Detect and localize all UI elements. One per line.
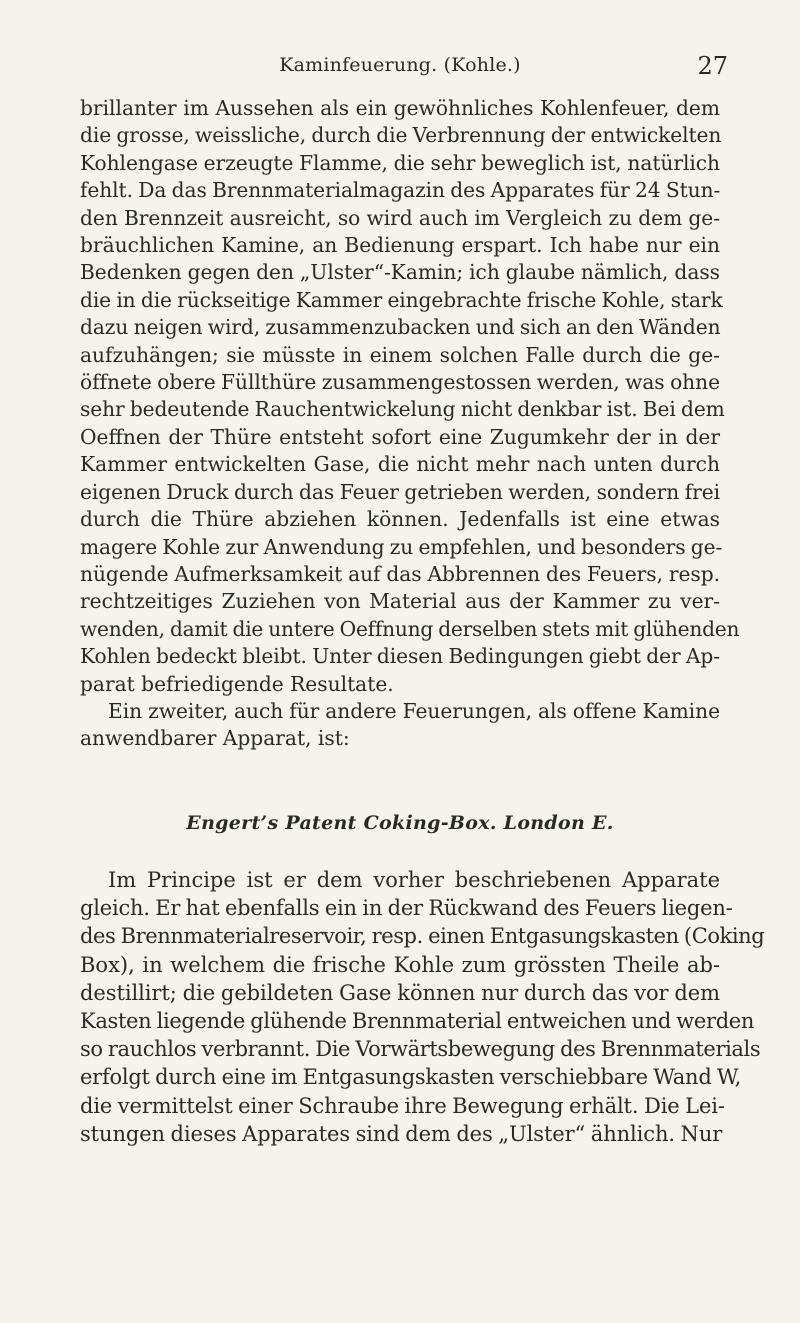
text-line: nügende Aufmerksamkeit auf das Abbrennen des Feuers, resp. [80,561,720,586]
text-line: sehr bedeutende Rauchentwickelung nicht denkbar ist. Bei dem [80,397,725,422]
text-line: die in die rückseitige Kammer eingebrachte frische Kohle, stark [80,287,723,312]
text-line: den Brennzeit ausreicht, so wird auch im Vergleich zu dem ge- [80,205,720,230]
section-heading: Engert’s Patent Coking-Box. London E. [186,812,614,834]
text-line: anwendbarer Apparat, ist: [80,726,350,751]
text-line: fehlt. Da das Brennmaterialmagazin des Apparates für 24 Stun- [80,178,721,203]
text-line: Im Principe ist er dem vorher beschriebenen Apparate [108,868,720,892]
paragraph-coking-box [80,866,765,1148]
text-line: aufzuhängen; sie müsste in einem solchen Falle durch die ge- [80,342,720,367]
text-line: magere Kohle zur Anwendung zu empfehlen, und besonders ge- [80,534,723,559]
text-line: die vermittelst einer Schraube ihre Bewegung erhält. Die Lei- [80,1093,725,1118]
text-line: Kohlen bedeckt bleibt. Unter diesen Bedingungen giebt der Ap- [80,644,720,669]
text-line: stungen dieses Apparates sind dem des „Ulster“ ähnlich. Nur [80,1121,723,1146]
page-number: 27 [697,52,728,80]
text-line: die grosse, weissliche, durch die Verbrennung der entwickelten [80,123,722,148]
text-line: Ein zweiter, auch für andere Feuerungen, als offene Kamine [108,698,720,723]
text-line: eigenen Druck durch das Feuer getrieben werden, sondern frei [80,479,720,504]
text-line: Box), in welchem die frische Kohle zum grössten Theile ab- [80,952,720,977]
text-line: rechtzeitiges Zuziehen von Material aus der Kammer zu ver- [80,589,720,614]
text-line: dazu neigen wird, zusammenzubacken und sich an den Wänden [80,315,721,340]
text-line: so rauchlos verbrannt. Die Vorwärtsbewegung des Brennmaterials [80,1037,761,1062]
text-line: gleich. Er hat ebenfalls ein in der Rückwand des Feuers liegen- [80,896,733,921]
text-line: destillirt; die gebildeten Gase können nur durch das vor dem [80,980,720,1005]
paragraph-ulster-kamin [80,95,740,753]
text-line: erfolgt durch eine im Entgasungskasten verschiebbare Wand W, [80,1065,742,1090]
text-line: Kasten liegende glühende Brennmaterial entweichen und werden [80,1009,755,1034]
text-line: öffnete obere Füllthüre zusammengestossen werden, was ohne [80,370,720,395]
text-line: parat befriedigende Resultate. [80,671,394,696]
running-head [80,52,728,82]
text-line: bräuchlichen Kamine, an Bedienung erspart. Ich habe nur ein [80,233,720,258]
text-line: Kohlengase erzeugte Flamme, die sehr beweglich ist, natürlich [80,150,720,175]
running-title: Kaminfeuerung. (Kohle.) [279,54,521,76]
text-line: Kammer entwickelten Gase, die nicht mehr nach unten durch [80,452,720,477]
text-line: wenden, damit die untere Oeffnung derselben stets mit glühenden [80,616,740,641]
text-line: durch die Thüre abziehen können. Jedenfalls ist eine etwas [80,507,720,532]
text-line: Bedenken gegen den „Ulster“-Kamin; ich glaube nämlich, dass [80,260,720,285]
text-line: des Brennmaterialreservoir, resp. einen Entgasungskasten (Coking [80,924,765,949]
text-line: Oeffnen der Thüre entsteht sofort eine Zugumkehr der in der [80,424,720,449]
text-line: brillanter im Aussehen als ein gewöhnliches Kohlenfeuer, dem [80,96,720,120]
